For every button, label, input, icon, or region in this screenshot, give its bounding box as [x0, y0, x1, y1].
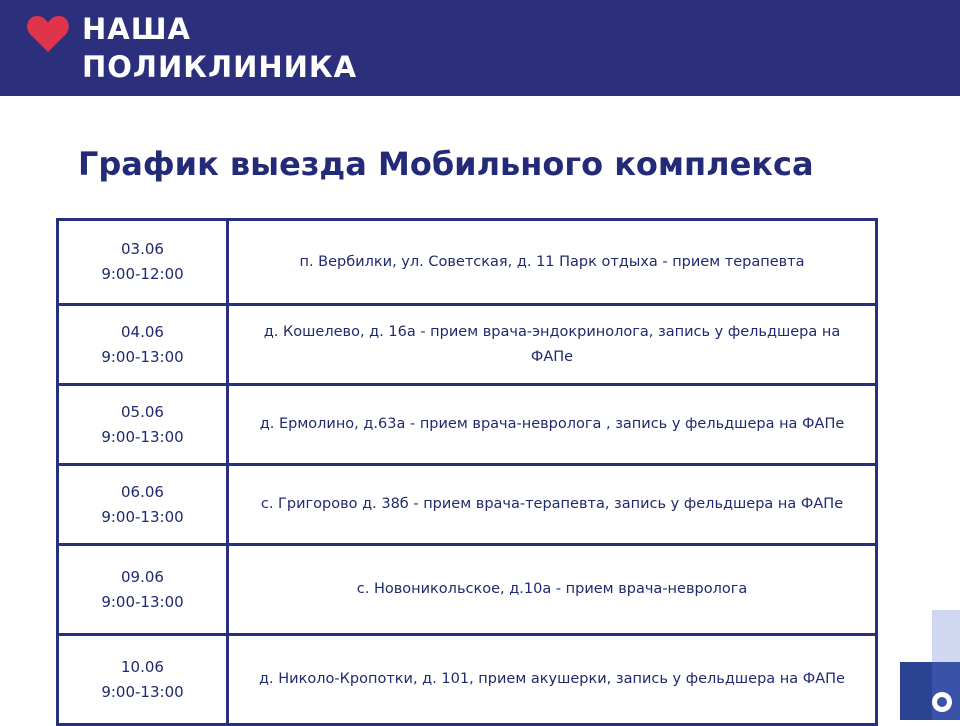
- date-cell: [59, 466, 229, 543]
- page-title: График выезда Мобильного комплекса: [78, 145, 814, 183]
- date-cell: [59, 386, 229, 463]
- table-row: [59, 306, 875, 386]
- header-banner: [0, 0, 960, 96]
- date-cell: [59, 546, 229, 633]
- date-text: 09.06: [121, 567, 164, 586]
- description-cell: с. Новоникольское, д.10а - прием врача-невролога: [356, 581, 748, 597]
- description-cell: с. Григорово д. 38б - прием врача-терапевта, запись у фельдшера на ФАПе: [260, 496, 844, 512]
- table-row: [59, 546, 875, 636]
- description-cell: д. Николо-Кропотки, д. 101, прием акушерки, запись у фельдшера на ФАПе: [259, 671, 845, 687]
- date-text: 04.06: [121, 322, 164, 341]
- heart-logo-icon: [26, 12, 70, 54]
- logo-line-1: НАША: [82, 12, 191, 46]
- description-cell: д. Ермолино, д.63а - прием врача-невролога , запись у фельдшера на ФАПе: [259, 416, 845, 432]
- date-text: 06.06: [121, 482, 164, 501]
- date-cell: [59, 306, 229, 383]
- time-text: 9:00-13:00: [101, 682, 184, 701]
- time-text: 9:00-13:00: [101, 592, 184, 611]
- date-cell: [59, 636, 229, 723]
- date-text: 10.06: [121, 657, 164, 676]
- table-row: [59, 466, 875, 546]
- time-text: 9:00-13:00: [101, 427, 184, 446]
- time-text: 9:00-13:00: [101, 347, 184, 366]
- date-text: 03.06: [121, 240, 164, 258]
- date-text: 05.06: [121, 402, 164, 421]
- table-row: [59, 386, 875, 466]
- time-text: 9:00-13:00: [101, 507, 184, 526]
- description-cell: д. Кошелево, д. 16а - прием врача-эндокринолога, запись у фельдшера на ФАПе: [263, 323, 841, 365]
- schedule-table: [56, 218, 878, 726]
- time-text: 9:00-12:00: [101, 265, 184, 283]
- corner-decoration-icon: [900, 610, 960, 720]
- table-row: [59, 636, 875, 726]
- description-cell: п. Вербилки, ул. Советская, д. 11 Парк отдыха - прием терапевта: [299, 253, 805, 270]
- date-cell: [59, 221, 229, 303]
- logo-text: [82, 10, 357, 86]
- table-row: [59, 221, 875, 306]
- logo-line-2: ПОЛИКЛИНИКА: [82, 50, 358, 84]
